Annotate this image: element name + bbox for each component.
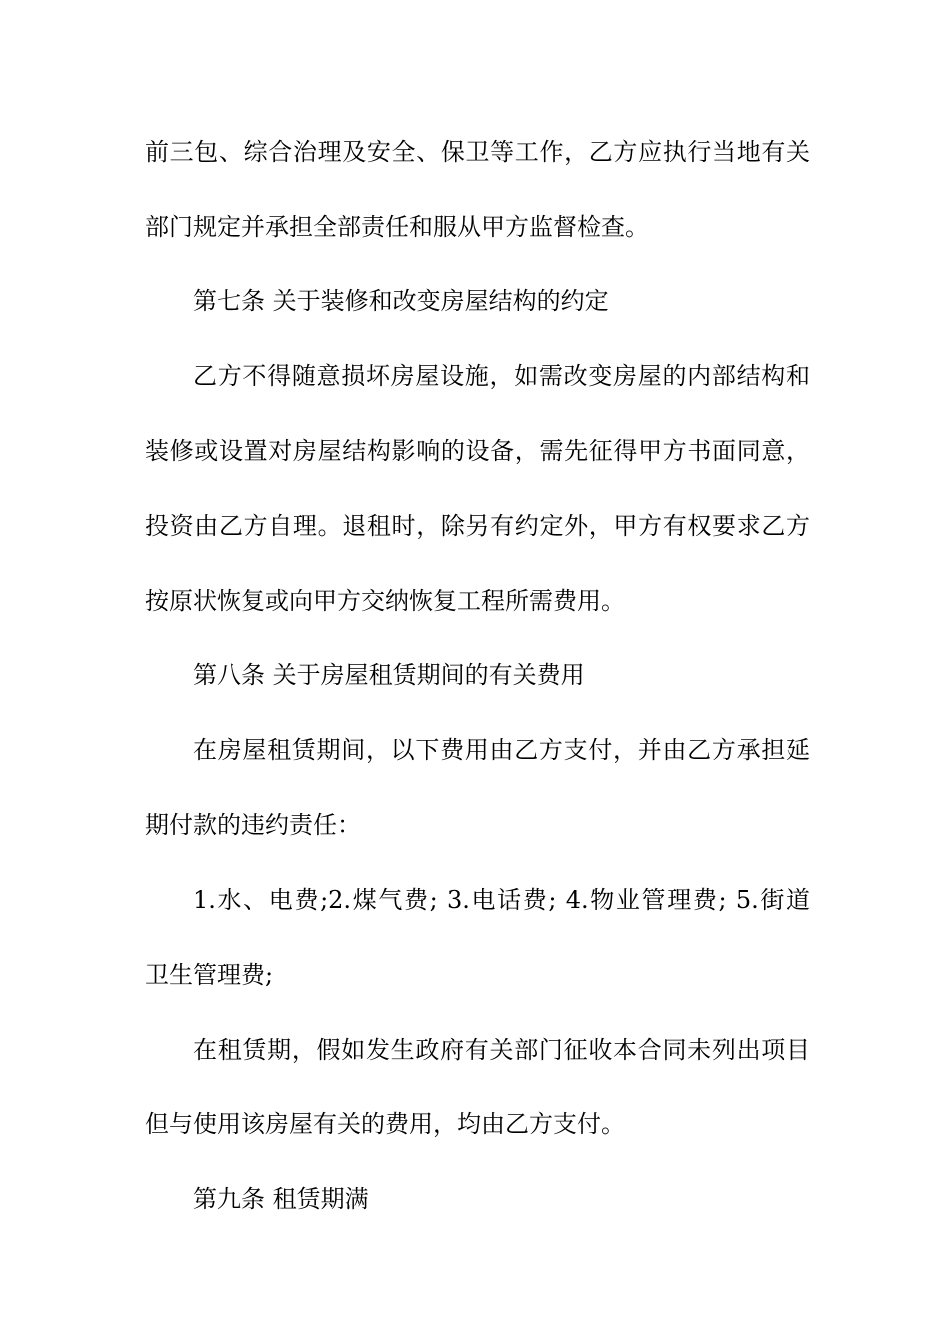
paragraph-line-7: 按原状恢复或向甲方交纳恢复工程所需费用。 xyxy=(145,587,625,615)
paragraph-line-13: 在租赁期，假如发生政府有关部门征收本合同未列出项目 xyxy=(193,1036,810,1064)
fee-list-line-1: 1.水、电费;2.煤气费; 3.电话费; 4.物业管理费; 5.街道 xyxy=(193,886,810,914)
paragraph-line-6: 投资由乙方自理。退租时，除另有约定外，甲方有权要求乙方 xyxy=(145,512,810,540)
paragraph-line-5: 装修或设置对房屋结构影响的设备，需先征得甲方书面同意， xyxy=(145,437,810,465)
fee-list-line-2: 卫生管理费; xyxy=(145,961,274,989)
paragraph-line-4: 乙方不得随意损坏房屋设施，如需改变房屋的内部结构和 xyxy=(193,362,810,390)
article-8-heading: 第八条 关于房屋租赁期间的有关费用 xyxy=(193,661,585,689)
paragraph-line-1: 前三包、综合治理及安全、保卫等工作，乙方应执行当地有关 xyxy=(145,138,810,166)
paragraph-line-14: 但与使用该房屋有关的费用，均由乙方支付。 xyxy=(145,1110,625,1138)
paragraph-line-9: 在房屋租赁期间，以下费用由乙方支付，并由乙方承担延 xyxy=(193,736,810,764)
article-7-heading: 第七条 关于装修和改变房屋结构的约定 xyxy=(193,287,609,315)
paragraph-line-10: 期付款的违约责任： xyxy=(145,811,361,839)
paragraph-line-2: 部门规定并承担全部责任和服从甲方监督检查。 xyxy=(145,213,649,241)
article-9-heading: 第九条 租赁期满 xyxy=(193,1185,369,1213)
